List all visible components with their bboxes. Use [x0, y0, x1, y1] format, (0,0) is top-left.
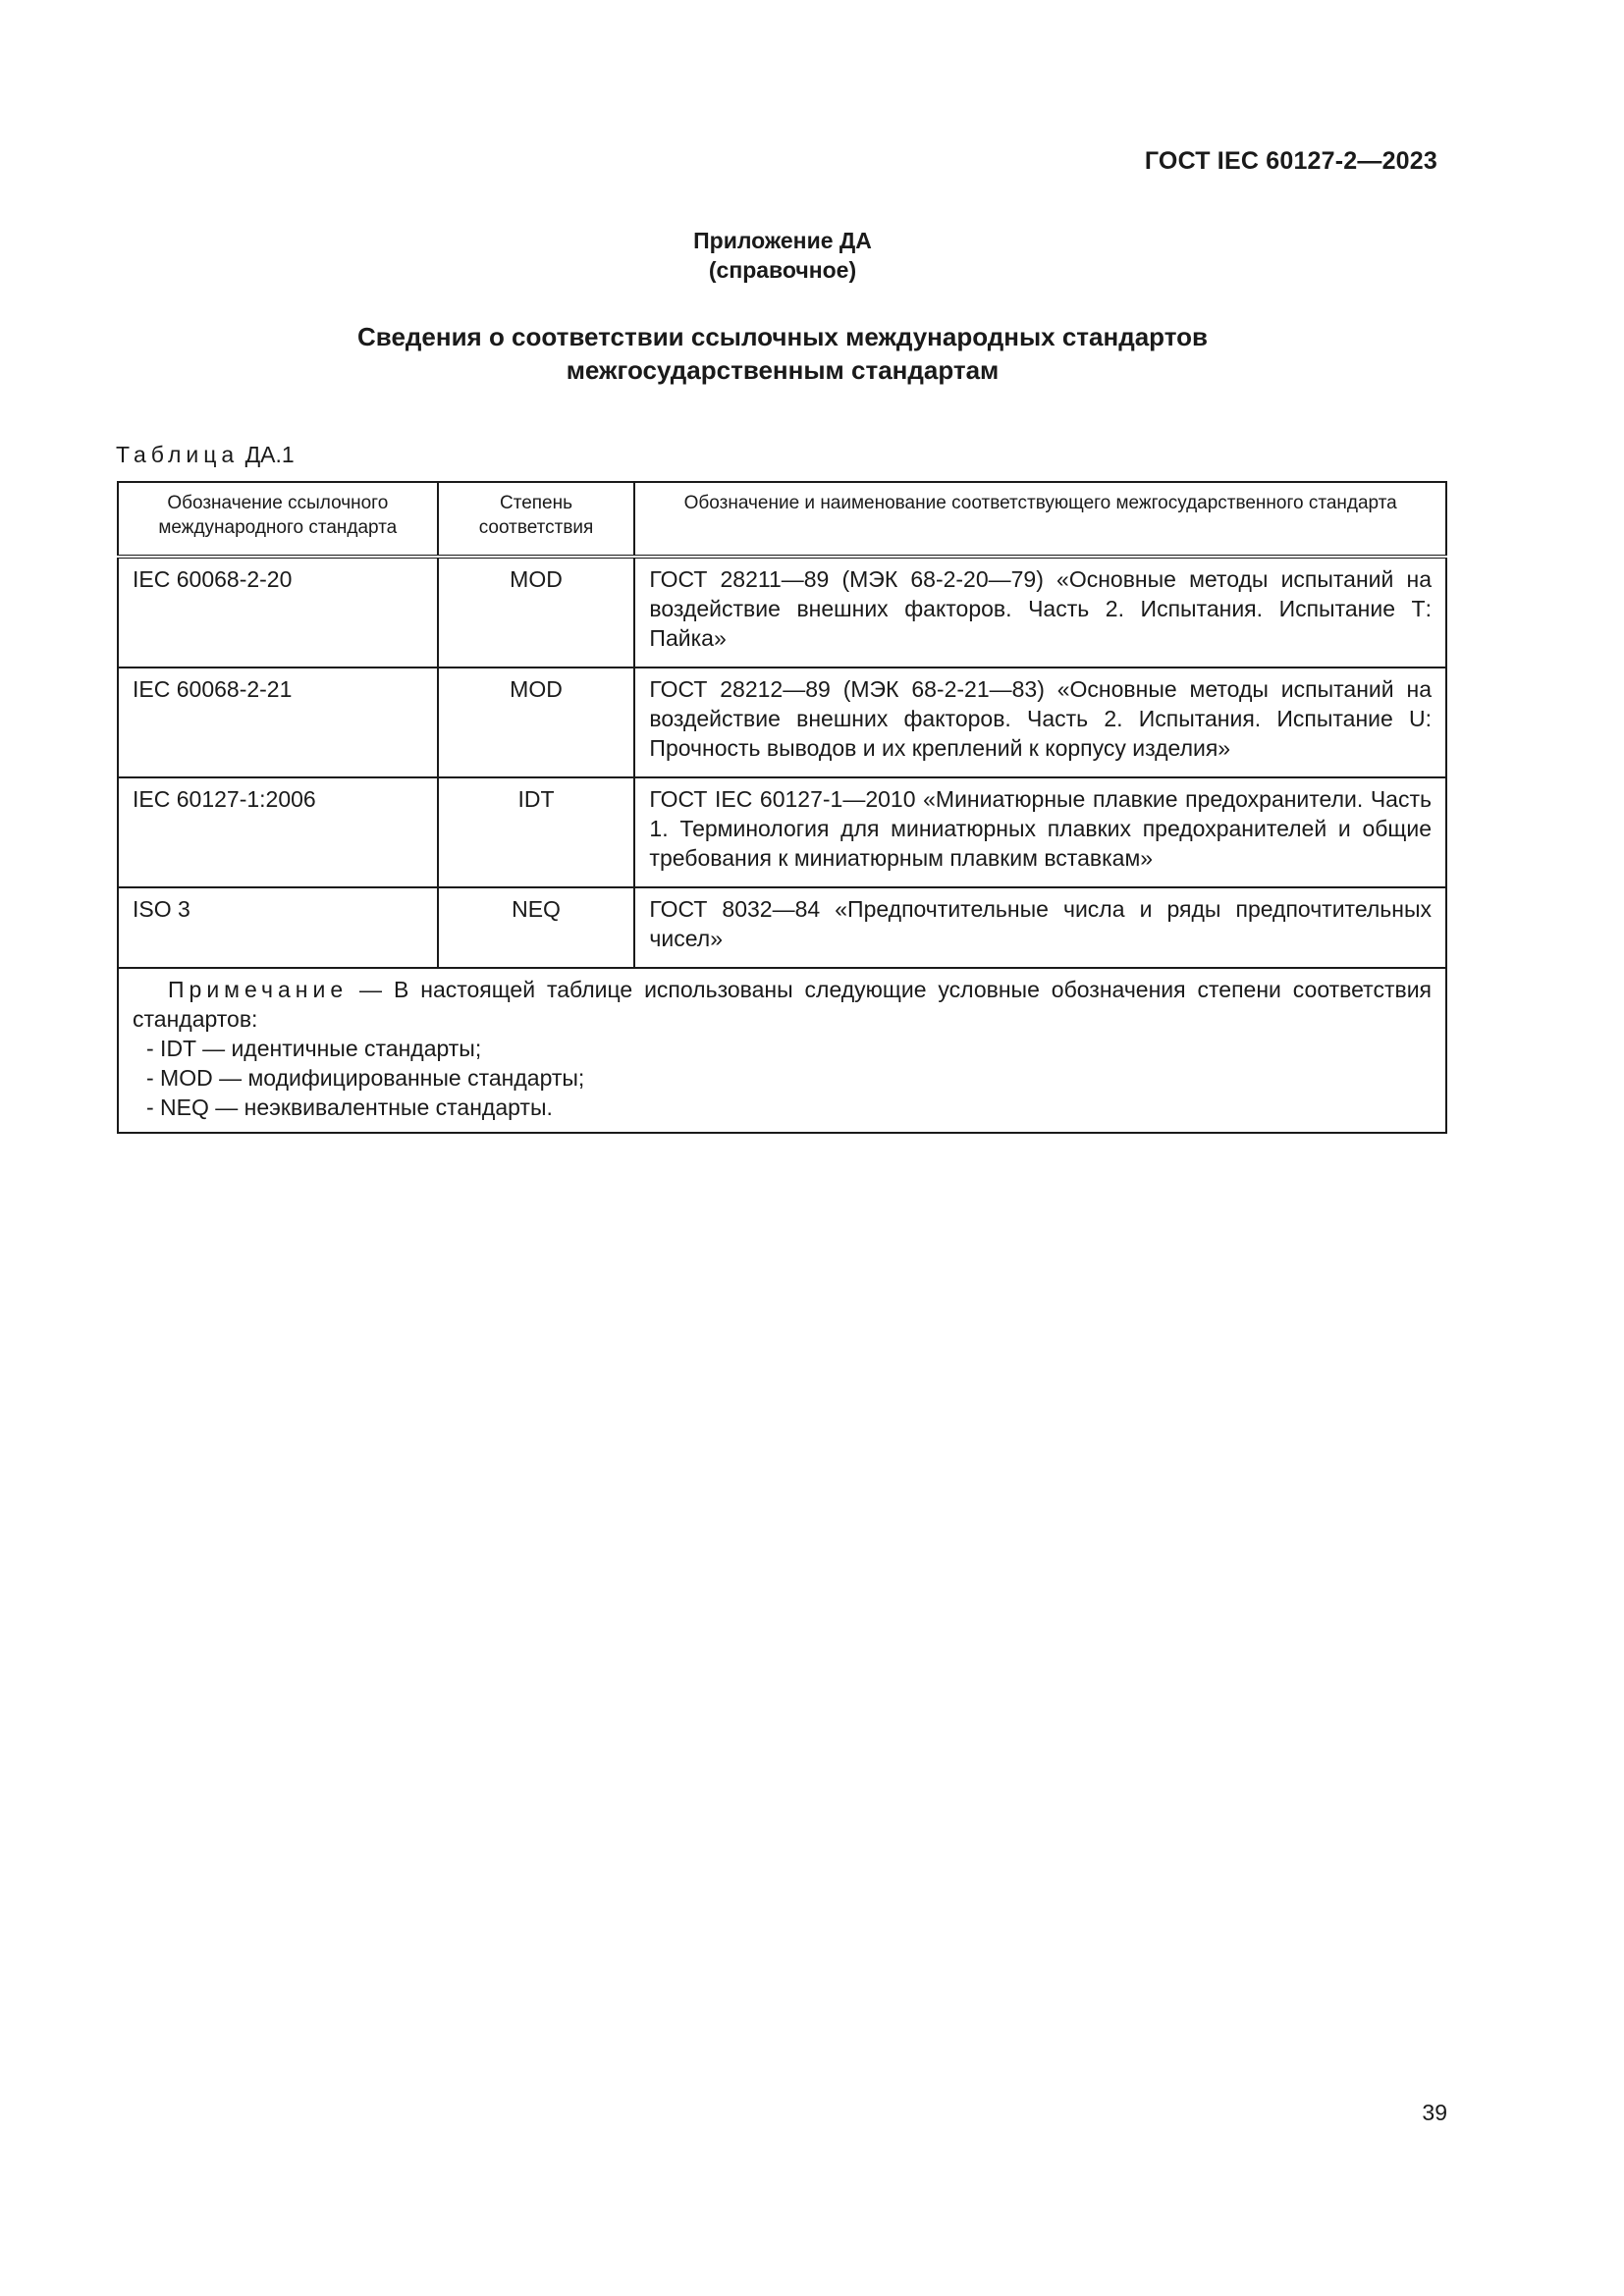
table-caption	[116, 442, 295, 468]
annex-title: Приложение ДА	[693, 228, 872, 253]
note-item-mod: - MOD — модифицированные стандарты;	[146, 1065, 585, 1091]
cell-degree: MOD	[438, 557, 635, 667]
note-paragraph	[133, 975, 1432, 1034]
note-text: — В настоящей таблице использованы следующие условные обозначения степени соответствия стандартов:	[133, 977, 1432, 1032]
table-note	[118, 968, 1446, 1133]
note-item-neq: - NEQ — неэквивалентные стандарты.	[146, 1095, 553, 1120]
table-row	[118, 887, 1446, 968]
cell-interstate-standard: ГОСТ IEC 60127-1—2010 «Миниатюрные плавкие предохранители. Часть 1. Терминология для миниатюрных плавких предохранителей и общие требования к миниатюрным плавким вставкам»	[634, 777, 1446, 887]
note-item-idt: - IDT — идентичные стандарты;	[146, 1036, 482, 1061]
cell-interstate-standard: ГОСТ 28211—89 (МЭК 68-2-20—79) «Основные методы испытаний на воздействие внешних факторов. Часть 2. Испытания. Испытание Т: Пайка»	[634, 557, 1446, 667]
annex-subtitle: (справочное)	[708, 257, 857, 283]
cell-interstate-standard: ГОСТ 8032—84 «Предпочтительные числа и ряды предпочтительных чисел»	[634, 887, 1446, 968]
cell-degree: MOD	[438, 667, 635, 777]
section-title-line-2: межгосударственным стандартам	[566, 355, 1000, 385]
table-row	[118, 777, 1446, 887]
table-caption-word: Таблица	[116, 442, 240, 467]
section-title-line-1: Сведения о соответствии ссылочных международных стандартов	[357, 322, 1208, 351]
table-header-row	[118, 482, 1446, 557]
cell-ref-standard: IEC 60068-2-21	[118, 667, 438, 777]
cell-ref-standard: IEC 60127-1:2006	[118, 777, 438, 887]
header-degree: Степень соответствия	[438, 482, 635, 557]
header-ref-standard: Обозначение ссылочного международного стандарта	[118, 482, 438, 557]
page-number: 39	[1422, 2100, 1447, 2125]
cell-ref-standard: ISO 3	[118, 887, 438, 968]
note-label: Примечание	[168, 977, 349, 1002]
conformity-table	[117, 481, 1447, 1134]
cell-interstate-standard: ГОСТ 28212—89 (МЭК 68-2-21—83) «Основные методы испытаний на воздействие внешних факторов. Часть 2. Испытания. Испытание U: Прочность выводов и их креплений к корпусу изделия»	[634, 667, 1446, 777]
table-row	[118, 557, 1446, 667]
section-title	[0, 320, 1565, 387]
document-code: ГОСТ IEC 60127-2—2023	[1144, 147, 1437, 175]
table-note-row	[118, 968, 1446, 1133]
annex-heading	[0, 226, 1565, 285]
table-caption-number: ДА.1	[244, 442, 295, 467]
header-interstate-standard: Обозначение и наименование соответствующего межгосударственного стандарта	[634, 482, 1446, 557]
cell-degree: NEQ	[438, 887, 635, 968]
table-row	[118, 667, 1446, 777]
cell-ref-standard: IEC 60068-2-20	[118, 557, 438, 667]
cell-degree: IDT	[438, 777, 635, 887]
